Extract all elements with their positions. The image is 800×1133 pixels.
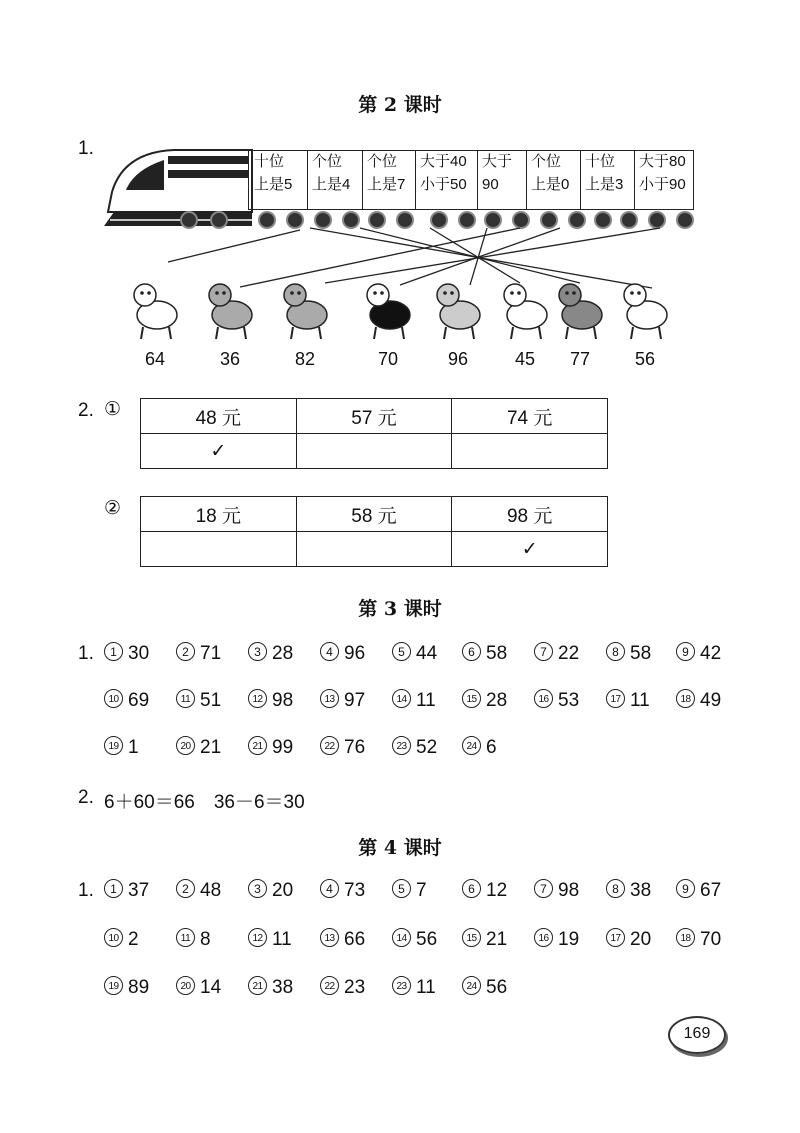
circled-number: 19 [104, 736, 123, 755]
answer-item [462, 737, 497, 759]
q2-number: 2. [78, 400, 94, 421]
circled-number: 5 [392, 879, 411, 898]
circled-number: 15 [462, 928, 481, 947]
answer-item [534, 880, 579, 902]
answer-item [392, 690, 436, 712]
q1-number: 1. [78, 138, 94, 159]
answer-item [320, 737, 365, 759]
answer-item [462, 977, 507, 999]
lesson3-q1-number: 1. [78, 643, 94, 664]
answer-value: 69 [128, 690, 150, 711]
answer-item [176, 643, 221, 665]
train-car-line1: 个位 [367, 153, 398, 170]
answer-value: 67 [700, 880, 722, 901]
answer-item [462, 929, 507, 951]
answer-item [176, 690, 221, 712]
circled-number: 8 [606, 642, 625, 661]
rabbit-icon [125, 275, 185, 341]
train-car-line2: 小于90 [639, 176, 686, 193]
train-car-line1: 十位 [585, 153, 616, 170]
answer-value: 38 [630, 880, 652, 901]
circled-number: 12 [248, 689, 267, 708]
answer-item [248, 690, 293, 712]
circled-number: 13 [320, 689, 339, 708]
answer-item [320, 929, 365, 951]
answer-item [104, 929, 139, 951]
lesson3-q2-text: 6＋60＝66 36－6＝30 [104, 792, 305, 813]
answer-value: 49 [700, 690, 722, 711]
circled-number: 12 [248, 928, 267, 947]
answer-value: 56 [416, 929, 438, 950]
circled-number: 20 [176, 976, 195, 995]
answer-item [534, 690, 579, 712]
price-table-2 [140, 496, 608, 567]
matching-lines [0, 0, 800, 300]
lesson4-title: 第 4 课时 [358, 837, 442, 859]
check-cell [296, 434, 452, 469]
circled-number: 16 [534, 928, 553, 947]
answer-item [676, 643, 721, 665]
answer-value: 70 [700, 929, 722, 950]
circled-number: 11 [176, 928, 195, 947]
circled-number: 19 [104, 976, 123, 995]
price-cell: 57 元 [296, 399, 452, 434]
answer-value: 53 [558, 690, 580, 711]
answer-value: 71 [200, 643, 222, 664]
goat-icon [495, 275, 555, 341]
answer-value: 11 [630, 690, 650, 711]
train-car-line2: 上是0 [531, 176, 570, 193]
circled-number: 6 [462, 879, 481, 898]
page-number: 169 [668, 1016, 726, 1054]
answer-value: 19 [558, 929, 580, 950]
answer-value: 58 [630, 643, 652, 664]
check-cell [296, 532, 452, 567]
panda-icon [358, 275, 418, 341]
answer-value: 28 [486, 690, 508, 711]
circled-number: 5 [392, 642, 411, 661]
circled-number: 23 [392, 736, 411, 755]
answer-item [462, 690, 507, 712]
answer-item [392, 737, 437, 759]
answer-item [606, 690, 650, 712]
train-car-line1: 个位 [312, 153, 343, 170]
match-line [168, 230, 300, 262]
circled-number: 24 [462, 976, 481, 995]
answer-item [392, 643, 437, 665]
answer-item [104, 880, 149, 902]
dog-icon [200, 275, 260, 341]
answer-item [248, 977, 293, 999]
animal-number: 45 [514, 349, 536, 369]
price-cell: 98 元 [452, 497, 608, 532]
train-car-line2: 90 [482, 176, 499, 193]
circled-number: 10 [104, 928, 123, 947]
answer-item [104, 977, 149, 999]
answer-value: 14 [200, 977, 222, 998]
circled-number: 8 [606, 879, 625, 898]
train-car-line1: 个位 [531, 153, 562, 170]
circled-number: 21 [248, 736, 267, 755]
animal-number: 77 [569, 349, 591, 369]
train-car-line1: 大于 [482, 153, 513, 170]
answer-item [606, 643, 651, 665]
q2-part2-marker: ② [104, 498, 122, 519]
circled-number: 11 [176, 689, 195, 708]
lesson4-q1-number: 1. [78, 880, 94, 901]
answer-item [392, 880, 427, 902]
answer-value: 20 [272, 880, 294, 901]
animal-number: 64 [144, 349, 166, 369]
answer-item [392, 977, 436, 999]
answer-value: 23 [344, 977, 366, 998]
circled-number: 13 [320, 928, 339, 947]
price-cell: 74 元 [452, 399, 608, 434]
answer-value: 73 [344, 880, 366, 901]
cow-icon [615, 275, 675, 341]
answer-item [248, 880, 293, 902]
circled-number: 2 [176, 879, 195, 898]
check-cell: ✓ [452, 532, 608, 567]
train-car-line2: 小于50 [420, 176, 467, 193]
lesson2-title: 第 2 课时 [358, 94, 442, 116]
answer-value: 1 [128, 737, 139, 758]
answer-item [176, 880, 221, 902]
answer-item [534, 643, 579, 665]
answer-item [248, 737, 293, 759]
answer-value: 21 [486, 929, 508, 950]
animal-number: 56 [634, 349, 656, 369]
answer-value: 42 [700, 643, 722, 664]
train-car-line2: 上是5 [254, 176, 293, 193]
answer-value: 48 [200, 880, 222, 901]
answer-value: 58 [486, 643, 508, 664]
answer-value: 56 [486, 977, 508, 998]
circled-number: 6 [462, 642, 481, 661]
answer-value: 11 [416, 977, 436, 998]
circled-number: 16 [534, 689, 553, 708]
answer-value: 38 [272, 977, 294, 998]
answer-value: 12 [486, 880, 508, 901]
answer-value: 8 [200, 929, 211, 950]
answer-item [462, 880, 507, 902]
train-car-line1: 十位 [254, 153, 285, 170]
answer-item [176, 977, 221, 999]
answer-item [676, 690, 721, 712]
answer-item [104, 643, 149, 665]
circled-number: 17 [606, 689, 625, 708]
train-car-line2: 上是7 [367, 176, 406, 193]
circled-number: 2 [176, 642, 195, 661]
answer-item [534, 929, 579, 951]
circled-number: 17 [606, 928, 625, 947]
check-cell: ✓ [141, 434, 297, 469]
answer-value: 66 [344, 929, 366, 950]
animal-number: 96 [447, 349, 469, 369]
circled-number: 4 [320, 642, 339, 661]
answer-value: 2 [128, 929, 139, 950]
circled-number: 9 [676, 642, 695, 661]
answer-item [248, 643, 293, 665]
circled-number: 15 [462, 689, 481, 708]
lesson3-q2-number: 2. [78, 787, 94, 808]
circled-number: 21 [248, 976, 267, 995]
circled-number: 4 [320, 879, 339, 898]
answer-item [248, 929, 292, 951]
answer-item [462, 643, 507, 665]
answer-value: 89 [128, 977, 150, 998]
circled-number: 10 [104, 689, 123, 708]
deer-icon [550, 275, 610, 341]
answer-value: 21 [200, 737, 222, 758]
answer-value: 30 [128, 643, 150, 664]
circled-number: 1 [104, 642, 123, 661]
price-cell: 48 元 [141, 399, 297, 434]
answer-value: 20 [630, 929, 652, 950]
answer-item [320, 643, 365, 665]
answer-item [320, 880, 365, 902]
circled-number: 18 [676, 689, 695, 708]
circled-number: 7 [534, 642, 553, 661]
check-cell [452, 434, 608, 469]
circled-number: 18 [676, 928, 695, 947]
answer-value: 98 [272, 690, 294, 711]
cat-icon [428, 275, 488, 341]
price-cell: 18 元 [141, 497, 297, 532]
horse-icon [275, 275, 335, 341]
lesson3-title: 第 3 课时 [358, 598, 442, 620]
answer-value: 22 [558, 643, 580, 664]
answer-item [176, 737, 221, 759]
answer-value: 28 [272, 643, 294, 664]
answer-item [676, 880, 721, 902]
train-car-line2: 上是3 [585, 176, 624, 193]
answer-item [104, 690, 149, 712]
circled-number: 1 [104, 879, 123, 898]
circled-number: 7 [534, 879, 553, 898]
animal-number: 36 [219, 349, 241, 369]
circled-number: 3 [248, 642, 267, 661]
price-cell: 58 元 [296, 497, 452, 532]
circled-number: 20 [176, 736, 195, 755]
answer-value: 6 [486, 737, 497, 758]
answer-value: 7 [416, 880, 427, 901]
circled-number: 24 [462, 736, 481, 755]
train-car-line1: 大于40 [420, 153, 467, 170]
circled-number: 22 [320, 736, 339, 755]
answer-item [320, 690, 365, 712]
answer-item [104, 737, 139, 759]
answer-value: 99 [272, 737, 294, 758]
answer-value: 52 [416, 737, 438, 758]
circled-number: 22 [320, 976, 339, 995]
circled-number: 9 [676, 879, 695, 898]
animal-number: 70 [377, 349, 399, 369]
answer-value: 98 [558, 880, 580, 901]
answer-value: 44 [416, 643, 438, 664]
check-cell [141, 532, 297, 567]
circled-number: 3 [248, 879, 267, 898]
answer-item [676, 929, 721, 951]
price-table-1 [140, 398, 608, 469]
answer-item [606, 880, 651, 902]
train-car-line1: 大于80 [639, 153, 686, 170]
circled-number: 14 [392, 689, 411, 708]
circled-number: 14 [392, 928, 411, 947]
answer-value: 11 [416, 690, 436, 711]
answer-value: 37 [128, 880, 150, 901]
answer-value: 51 [200, 690, 222, 711]
q2-part1-marker: ① [104, 399, 122, 420]
answer-item [606, 929, 651, 951]
answer-value: 97 [344, 690, 366, 711]
animal-number: 82 [294, 349, 316, 369]
answer-value: 76 [344, 737, 366, 758]
circled-number: 23 [392, 976, 411, 995]
answer-value: 11 [272, 929, 292, 950]
train-car-line2: 上是4 [312, 176, 351, 193]
answer-item [320, 977, 365, 999]
answer-item [392, 929, 437, 951]
answer-item [176, 929, 211, 951]
answer-value: 96 [344, 643, 366, 664]
